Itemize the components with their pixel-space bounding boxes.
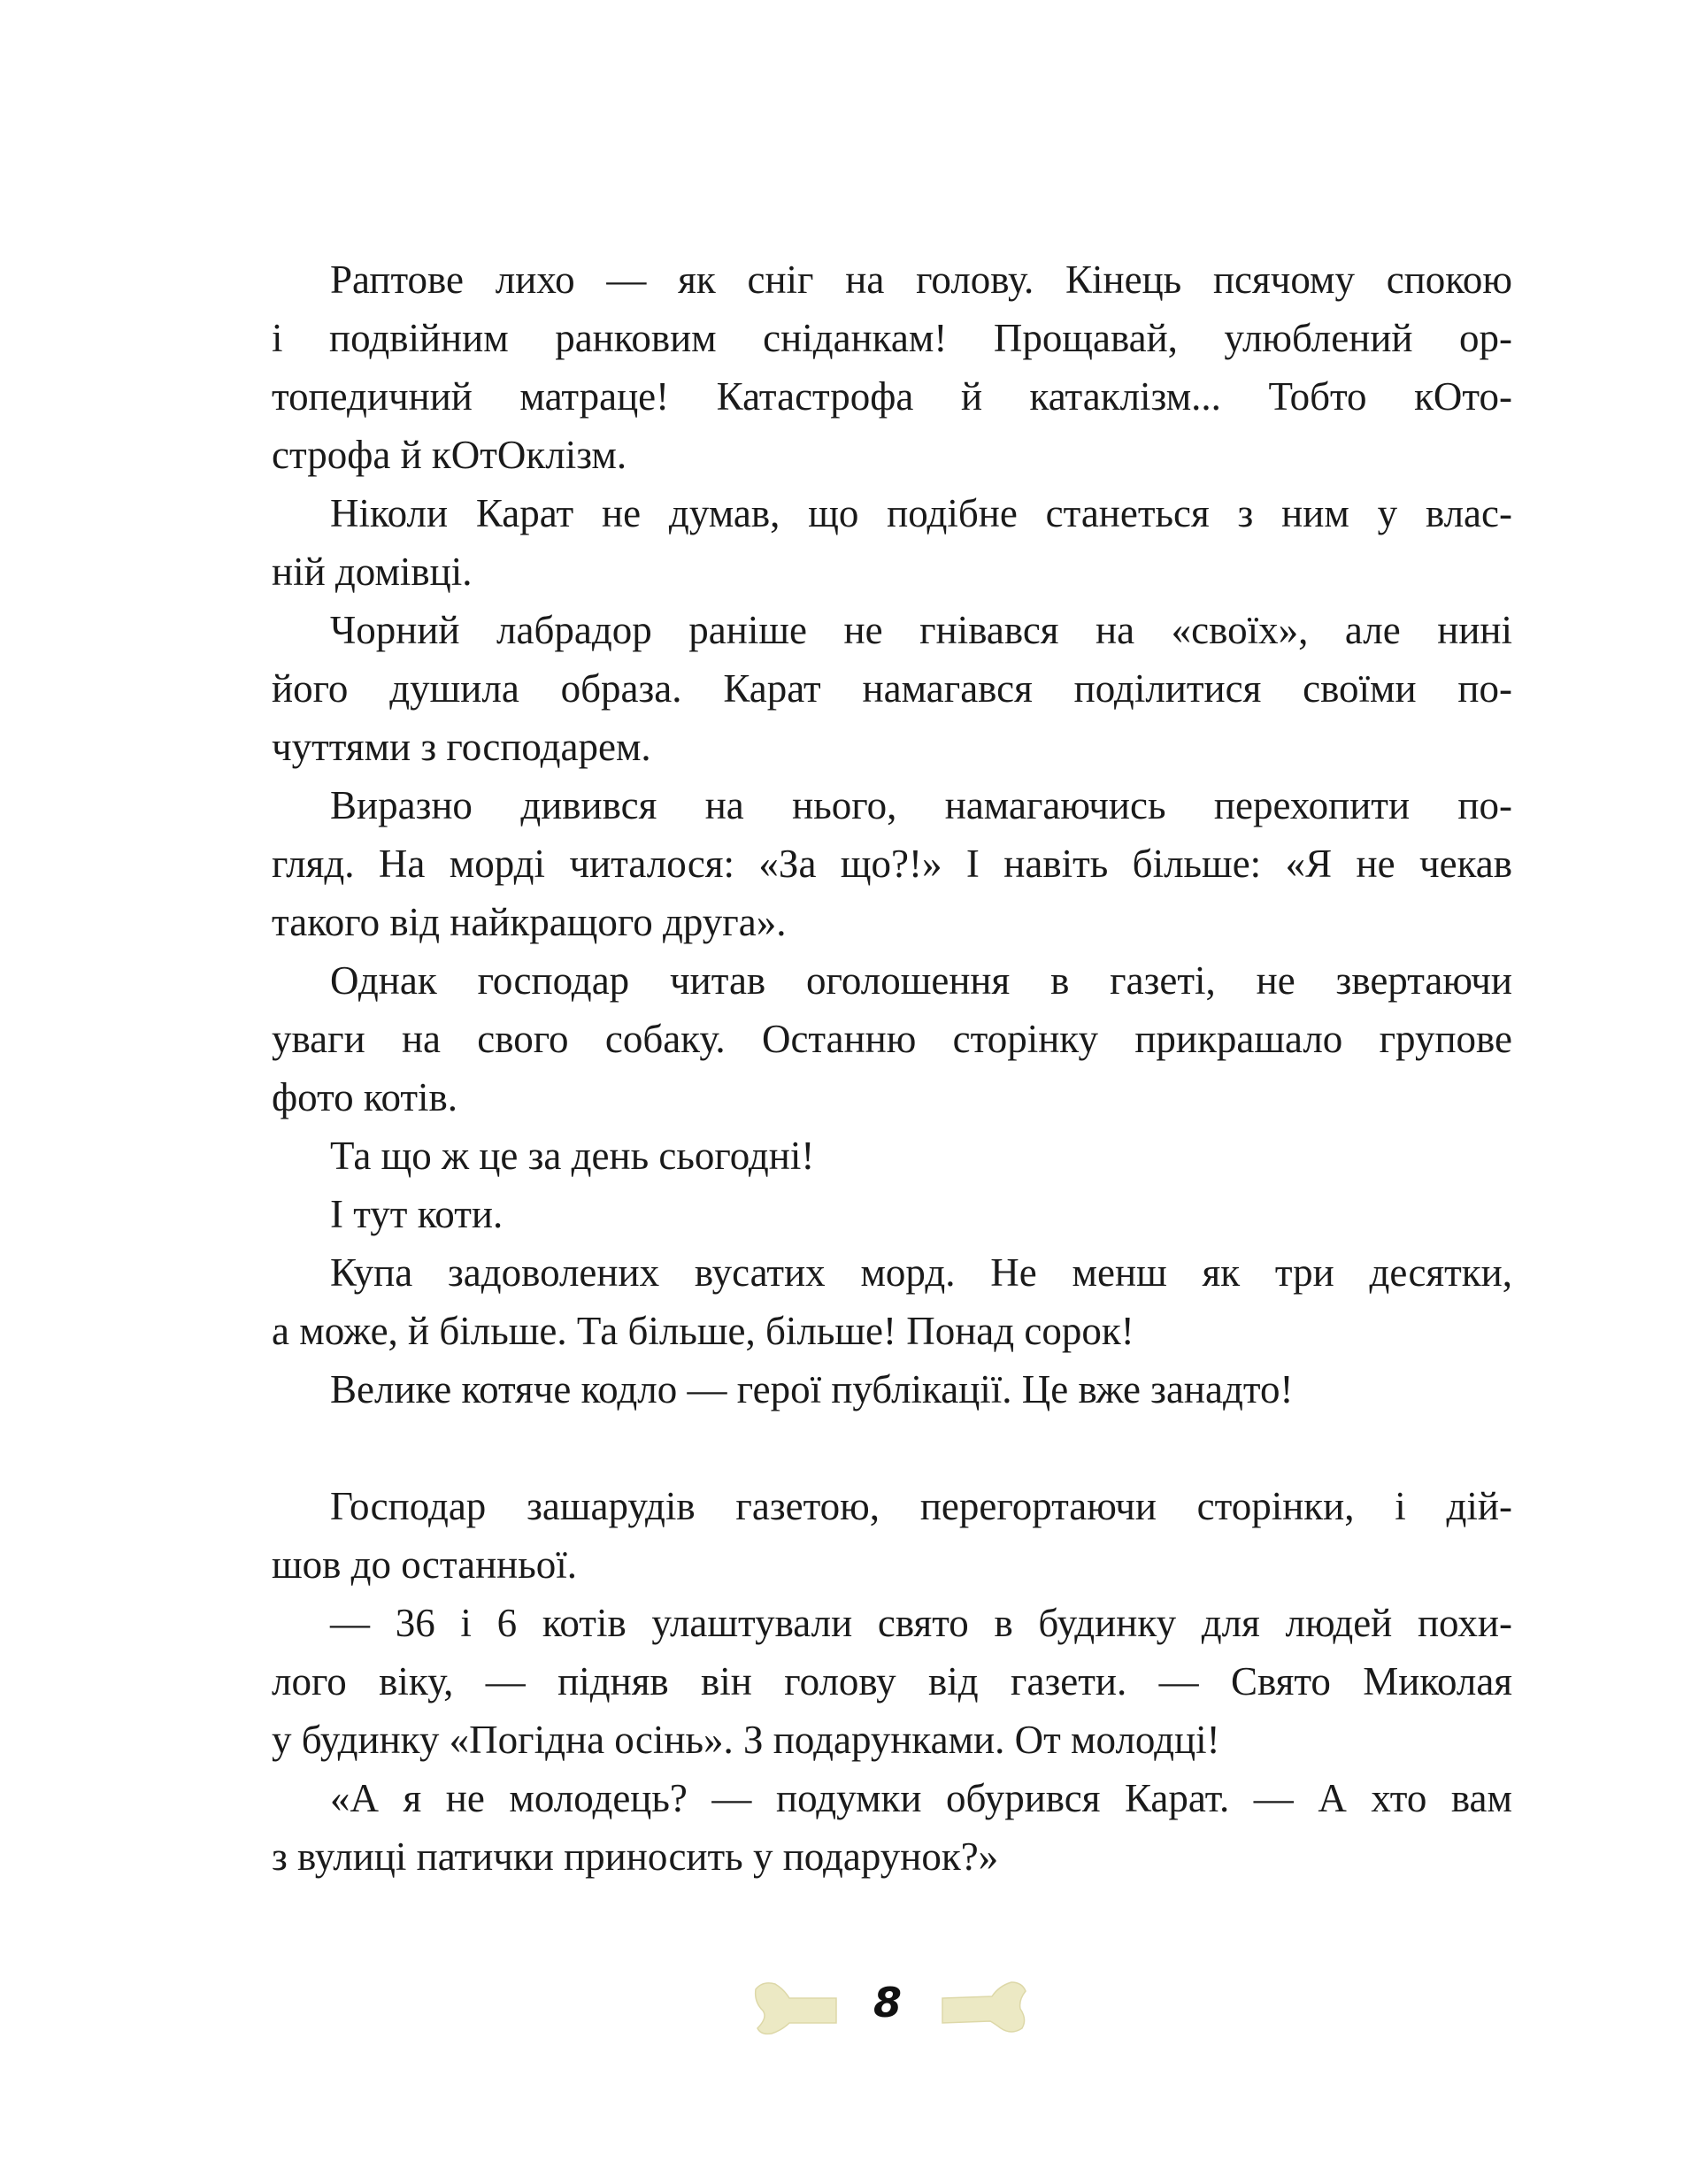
text-line: «А я не молодець? — подумки обурився Карат. — А хто вам bbox=[330, 1776, 1512, 1820]
text-line: — 36 і 6 котів улаштували свято в будинку для людей похи- bbox=[330, 1601, 1512, 1645]
text-line: ній домівці. bbox=[272, 550, 473, 594]
text-line: і подвійним ранковим сніданкам! Прощавай, улюблений ор- bbox=[272, 316, 1512, 360]
text-line: його душила образа. Карат намагався поділитися своїми по- bbox=[272, 666, 1512, 711]
paragraph bbox=[272, 1127, 1512, 1185]
text-line: строфа й кОтОклізм. bbox=[272, 433, 627, 477]
paragraph bbox=[272, 250, 1512, 484]
text-line: чуттями з господарем. bbox=[272, 725, 651, 769]
text-line: топедичний матраце! Катастрофа й катаклізм... Тобто кОто- bbox=[272, 374, 1512, 419]
paragraph bbox=[272, 776, 1512, 951]
paragraph bbox=[272, 1594, 1512, 1769]
text-line: Велике котяче кодло — герої публікації. Це вже занадто! bbox=[330, 1367, 1294, 1411]
text-line: з вулиці патички приносить у подарунок?» bbox=[272, 1834, 999, 1879]
text-line: шов до останньої. bbox=[272, 1542, 578, 1587]
page-number: 8 bbox=[873, 1979, 902, 2026]
text-line: Виразно дивився на нього, намагаючись перехопити по- bbox=[330, 783, 1512, 827]
text-line: І тут коти. bbox=[330, 1192, 504, 1236]
text-line: Купа задоволених вусатих морд. Не менш як три десятки, bbox=[330, 1250, 1512, 1295]
paragraph bbox=[272, 601, 1512, 776]
text-line: уваги на свого собаку. Останню сторінку прикрашало групове bbox=[272, 1017, 1512, 1061]
paragraph bbox=[272, 484, 1512, 601]
text-line: Ніколи Карат не думав, що подібне станеться з ним у влас- bbox=[330, 491, 1512, 535]
text-line: у будинку «Погідна осінь». З подарунками. От молодці! bbox=[272, 1718, 1220, 1762]
paragraph bbox=[272, 1243, 1512, 1360]
bone-left-icon bbox=[750, 1977, 839, 2039]
section-gap bbox=[272, 1419, 1512, 1477]
paragraph bbox=[272, 951, 1512, 1127]
text-line: гляд. На морді читалося: «За що?!» І навіть більше: «Я не чекав bbox=[272, 842, 1512, 886]
text-line: лого віку, — підняв він голову від газети. — Свято Миколая bbox=[272, 1659, 1512, 1703]
text-line: фото котів. bbox=[272, 1075, 458, 1119]
text-line: Однак господар читав оголошення в газеті, не звертаючи bbox=[330, 958, 1512, 1003]
text-line: Господар зашарудів газетою, перегортаючи сторінки, і дій- bbox=[330, 1484, 1512, 1528]
text-line: такого від найкращого друга». bbox=[272, 900, 787, 944]
body-text bbox=[272, 250, 1512, 1886]
text-line: а може, й більше. Та більше, більше! Понад сорок! bbox=[272, 1309, 1134, 1353]
paragraph bbox=[272, 1185, 1512, 1243]
text-line: Чорний лабрадор раніше не гнівався на «своїх», але нині bbox=[330, 608, 1512, 652]
paragraph bbox=[272, 1477, 1512, 1594]
text-line: Раптове лихо — як сніг на голову. Кінець псячому спокою bbox=[330, 258, 1512, 302]
bone-right-icon bbox=[941, 1977, 1029, 2039]
paragraph bbox=[272, 1360, 1512, 1419]
text-line: Та що ж це за день сьогодні! bbox=[330, 1134, 815, 1178]
paragraph bbox=[272, 1769, 1512, 1886]
page-footer bbox=[0, 1973, 1699, 2044]
